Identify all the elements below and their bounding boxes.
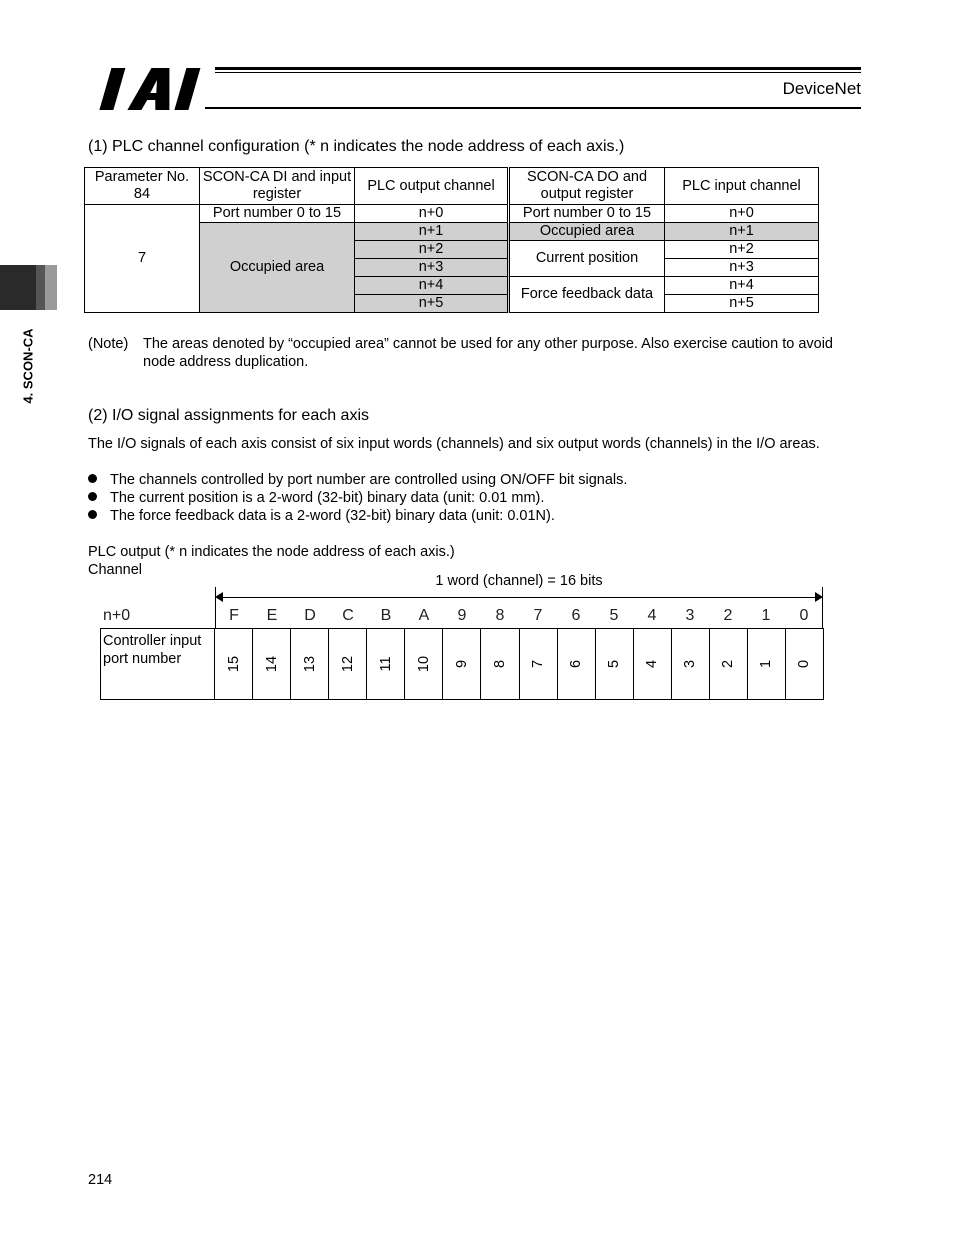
param-value: 7 xyxy=(85,205,200,313)
hex-bit: E xyxy=(266,607,278,624)
plc-channel-config-table xyxy=(84,167,819,313)
hex-bit: B xyxy=(380,607,392,624)
arrow-left-icon xyxy=(215,592,223,602)
do-occupied-cell: Occupied area xyxy=(509,223,665,241)
bit-cell xyxy=(558,629,596,699)
port-number: 6 xyxy=(568,659,585,669)
bit-cell xyxy=(443,629,481,699)
do-port-cell: Port number 0 to 15 xyxy=(509,205,665,223)
section2-heading: (2) I/O signal assignments for each axis xyxy=(88,407,370,424)
hex-bit: 8 xyxy=(495,607,505,624)
port-number: 1 xyxy=(758,659,775,669)
chapter-tab-label: 4. SCON-CA xyxy=(20,328,36,404)
port-number: 15 xyxy=(225,655,242,673)
plc-output-heading: PLC output (* n indicates the node address of each axis.) xyxy=(88,544,455,560)
header-plc-output: PLC output channel xyxy=(355,168,509,205)
page-number: 214 xyxy=(88,1172,113,1188)
bit-cell xyxy=(710,629,748,699)
bit-assignment-row xyxy=(100,628,824,700)
chapter-tab-marker-mid xyxy=(36,265,45,310)
port-number: 0 xyxy=(796,659,813,669)
port-number: 12 xyxy=(339,655,356,673)
iai-logo xyxy=(92,66,212,112)
channel-id: n+0 xyxy=(103,607,131,624)
hex-bit: D xyxy=(304,607,316,624)
bit-range-arrow-line xyxy=(218,597,820,598)
plc-output-cell: n+1 xyxy=(355,223,509,241)
port-number: 11 xyxy=(377,656,394,672)
port-number: 4 xyxy=(644,659,661,669)
port-number: 8 xyxy=(491,659,508,669)
hex-bit: 4 xyxy=(647,607,657,624)
plc-input-cell: n+2 xyxy=(665,241,819,259)
header-do: SCON-CA DO and output register xyxy=(509,168,665,205)
port-number: 9 xyxy=(453,659,470,669)
hex-bit: 0 xyxy=(799,607,809,624)
port-number: 7 xyxy=(530,659,547,669)
section-title: DeviceNet xyxy=(782,79,861,98)
plc-input-cell: n+0 xyxy=(665,205,819,223)
chapter-tab-marker xyxy=(0,265,36,310)
table-row xyxy=(85,205,819,223)
header-rule-bottom xyxy=(205,107,861,109)
plc-output-cell: n+0 xyxy=(355,205,509,223)
bit-row-description: Controller input port number xyxy=(101,629,215,699)
list-item xyxy=(88,489,544,507)
plc-input-cell: n+5 xyxy=(665,295,819,313)
plc-input-cell: n+3 xyxy=(665,259,819,277)
do-force-feedback-cell: Force feedback data xyxy=(509,277,665,313)
hex-bit-header xyxy=(215,607,823,627)
bullet-text: The current position is a 2-word (32-bit) binary data (unit: 0.01 mm). xyxy=(110,490,545,506)
bit-cell xyxy=(520,629,558,699)
hex-bit: C xyxy=(342,607,354,624)
bit-cell xyxy=(786,629,823,699)
port-number: 5 xyxy=(606,659,623,669)
plc-input-cell: n+1 xyxy=(665,223,819,241)
plc-output-cell: n+2 xyxy=(355,241,509,259)
header-rule-thin xyxy=(215,72,861,73)
list-item xyxy=(88,507,555,525)
header-rule-top xyxy=(215,67,861,70)
header-plc-input: PLC input channel xyxy=(665,168,819,205)
section2-intro: The I/O signals of each axis consist of six input words (channels) and six output words (channels) in the I/O areas. xyxy=(88,436,820,452)
hex-bit: 7 xyxy=(533,607,543,624)
channel-label: Channel xyxy=(88,562,143,578)
hex-bit: 5 xyxy=(609,607,619,624)
hex-bit: 2 xyxy=(723,607,733,624)
hex-bit: F xyxy=(229,607,239,624)
di-occupied-cell: Occupied area xyxy=(200,223,355,313)
bit-cell xyxy=(481,629,519,699)
bit-cell xyxy=(405,629,443,699)
port-number: 2 xyxy=(720,659,737,669)
di-port-cell: Port number 0 to 15 xyxy=(200,205,355,223)
bullet-icon xyxy=(88,492,97,501)
bullet-icon xyxy=(88,510,97,519)
hex-bit: 9 xyxy=(457,607,467,624)
bit-cell xyxy=(634,629,672,699)
port-number: 3 xyxy=(682,659,699,669)
port-number: 14 xyxy=(263,655,280,673)
bullet-text: The force feedback data is a 2-word (32-bit) binary data (unit: 0.01N). xyxy=(110,508,555,524)
header-param: Parameter No. 84 xyxy=(85,168,200,205)
hex-bit: A xyxy=(418,607,430,624)
hex-bit: 1 xyxy=(761,607,771,624)
bit-cell xyxy=(291,629,329,699)
port-number: 10 xyxy=(415,655,432,673)
table-header-row xyxy=(85,168,819,205)
list-item xyxy=(88,471,627,489)
plc-input-cell: n+4 xyxy=(665,277,819,295)
bit-cell xyxy=(748,629,786,699)
plc-output-cell: n+5 xyxy=(355,295,509,313)
port-number: 13 xyxy=(301,655,318,673)
bit-cell xyxy=(215,629,253,699)
chapter-tab-marker-light xyxy=(45,265,57,310)
section1-heading: (1) PLC channel configuration (* n indicates the node address of each axis.) xyxy=(88,138,625,155)
plc-output-cell: n+3 xyxy=(355,259,509,277)
bit-cell xyxy=(596,629,634,699)
do-current-position-cell: Current position xyxy=(509,241,665,277)
bit-cell xyxy=(329,629,367,699)
word-size-label: 1 word (channel) = 16 bits xyxy=(435,573,603,589)
note-text: The areas denoted by “occupied area” cannot be used for any other purpose. Also exercise caution to avoid node address duplication. xyxy=(143,336,833,370)
note-tag: (Note) xyxy=(88,336,129,352)
plc-output-cell: n+4 xyxy=(355,277,509,295)
bullet-text: The channels controlled by port number are controlled using ON/OFF bit signals. xyxy=(110,472,628,488)
header-di: SCON-CA DI and input register xyxy=(200,168,355,205)
bit-cell xyxy=(253,629,291,699)
bullet-icon xyxy=(88,474,97,483)
hex-bit: 6 xyxy=(571,607,581,624)
bit-cell xyxy=(367,629,405,699)
hex-bit: 3 xyxy=(685,607,695,624)
arrow-right-icon xyxy=(815,592,823,602)
bit-cell xyxy=(672,629,710,699)
